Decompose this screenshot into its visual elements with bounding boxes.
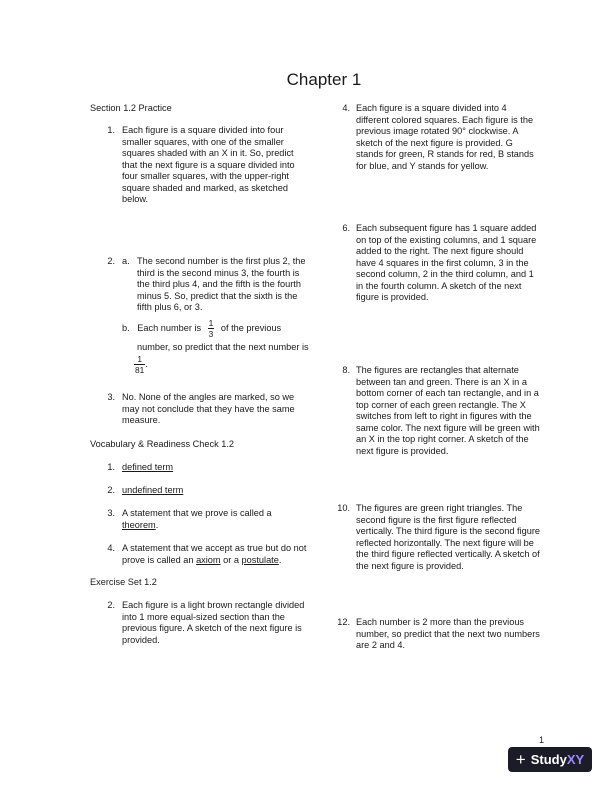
section-heading-practice: Section 1.2 Practice — [90, 103, 172, 113]
item-number: 2. — [107, 256, 115, 266]
item-number: 1. — [107, 462, 115, 472]
vocab-answer-2: undefined term — [122, 485, 184, 495]
fraction-numerator: 1 — [137, 354, 142, 364]
item-number: 2. — [107, 485, 115, 495]
vocab-4-pre: A statement that we accept as true but do not prove is called an — [122, 543, 307, 565]
exercise-4-text: Each figure is a square divided into 4 different colored squares. Each figure is the previous image rotated 90° clockwise. A sketch of the next figure is provided. G stands for green, R stands for red, B stands for blue, and Y stands for yellow. — [356, 103, 534, 171]
exercise-2-text: Each figure is a light brown rectangle divided into 1 more equal-sized section than the previous figure. A sketch of the next figure is provided. — [122, 600, 305, 645]
practice-2b-line2: number, so predict that the next number is — [137, 342, 309, 352]
sentence-period: . — [145, 358, 148, 369]
item-number: 1. — [107, 125, 115, 135]
practice-2b-answer — [134, 354, 148, 375]
item-number: 8. — [342, 365, 350, 375]
brand-name-xy: XY — [566, 752, 585, 767]
vocab-3-text — [122, 508, 282, 531]
exercise-6-text: Each subsequent figure has 1 square added on top of the existing columns, and 1 square added to the right. The next figure should have 4 squares in the first column, 3 in the second column, 2 in the third column, and 1 in the fourth column. A sketch of the next figure is provided. — [356, 223, 537, 302]
item-number: 12. — [337, 617, 350, 627]
exercise-12-text: Each number is 2 more than the previous number, so predict that the next two numbers are 2 and 4. — [356, 617, 540, 650]
item-number: 2. — [107, 600, 115, 610]
fraction-denominator: 3 — [208, 329, 214, 339]
page-title: Chapter 1 — [286, 70, 362, 89]
fraction-numerator: 1 — [208, 318, 214, 328]
sub-label-a: a. — [122, 256, 130, 266]
sentence-period: . — [155, 519, 159, 530]
item-number: 6. — [342, 223, 350, 233]
brand-name-study: Study — [530, 752, 567, 767]
practice-2b-post: of the previous — [220, 322, 282, 333]
vocab-4-term2: postulate — [241, 554, 279, 565]
item-number: 3. — [107, 508, 115, 518]
practice-2b-line1 — [122, 318, 281, 339]
sentence-period: . — [278, 554, 282, 565]
vocab-4-term1: axiom — [196, 554, 221, 565]
vocab-3-term: theorem — [122, 519, 156, 530]
studyxy-badge[interactable] — [508, 747, 592, 772]
fraction-denominator: 81 — [135, 365, 145, 375]
vocab-4-text — [122, 543, 312, 566]
fraction-one-81 — [134, 354, 145, 375]
section-heading-vocab: Vocabulary & Readiness Check 1.2 — [90, 439, 235, 449]
item-number: 4. — [342, 103, 350, 113]
item-number: 4. — [107, 543, 115, 553]
page-number: 1 — [538, 735, 544, 745]
practice-2a-text: The second number is the first plus 2, the third is the second minus 3, the fourth is the third plus 4, and the fifth is the fourth minus 5. So, predict that the sixth is the fifth plus 6, or 3. — [137, 256, 306, 312]
vocab-answer-1: defined term — [122, 462, 174, 472]
practice-1-text: Each figure is a square divided into four smaller squares, with one of the smaller squares shaded with an X in it. So, predict that the next figure is a square divided into four smaller squares, with the upper-right square shaded and marked, as sketched below. — [122, 125, 295, 204]
item-number: 3. — [107, 392, 115, 402]
plus-icon: + — [515, 749, 526, 769]
practice-2b-pre: Each number is — [137, 322, 202, 333]
fraction-one-third — [208, 318, 215, 339]
vocab-3-pre: A statement that we prove is called a — [122, 508, 272, 518]
section-heading-exercise: Exercise Set 1.2 — [90, 577, 157, 587]
practice-3-text: No. None of the angles are marked, so we may not conclude that they have the same measure. — [122, 392, 295, 425]
vocab-4-mid: or a — [223, 554, 239, 565]
sub-label-b: b. — [122, 322, 130, 333]
item-number: 10. — [337, 503, 350, 513]
exercise-8-text: The figures are rectangles that alternate between tan and green. There is an X in a bottom corner of each tan rectangle, and in a top corner of each green rectangle. The X switches from left to right in figures with the same color. The next figure will be green with an X in the top right corner. A sketch of the next figure is provided. — [356, 365, 540, 456]
exercise-10-text: The figures are green right triangles. The second figure is the first figure reflected vertically. The third figure is the second figure reflected horizontally. The next figure will be the third figure reflected vertically. A sketch of the next figure is provided. — [356, 503, 541, 571]
